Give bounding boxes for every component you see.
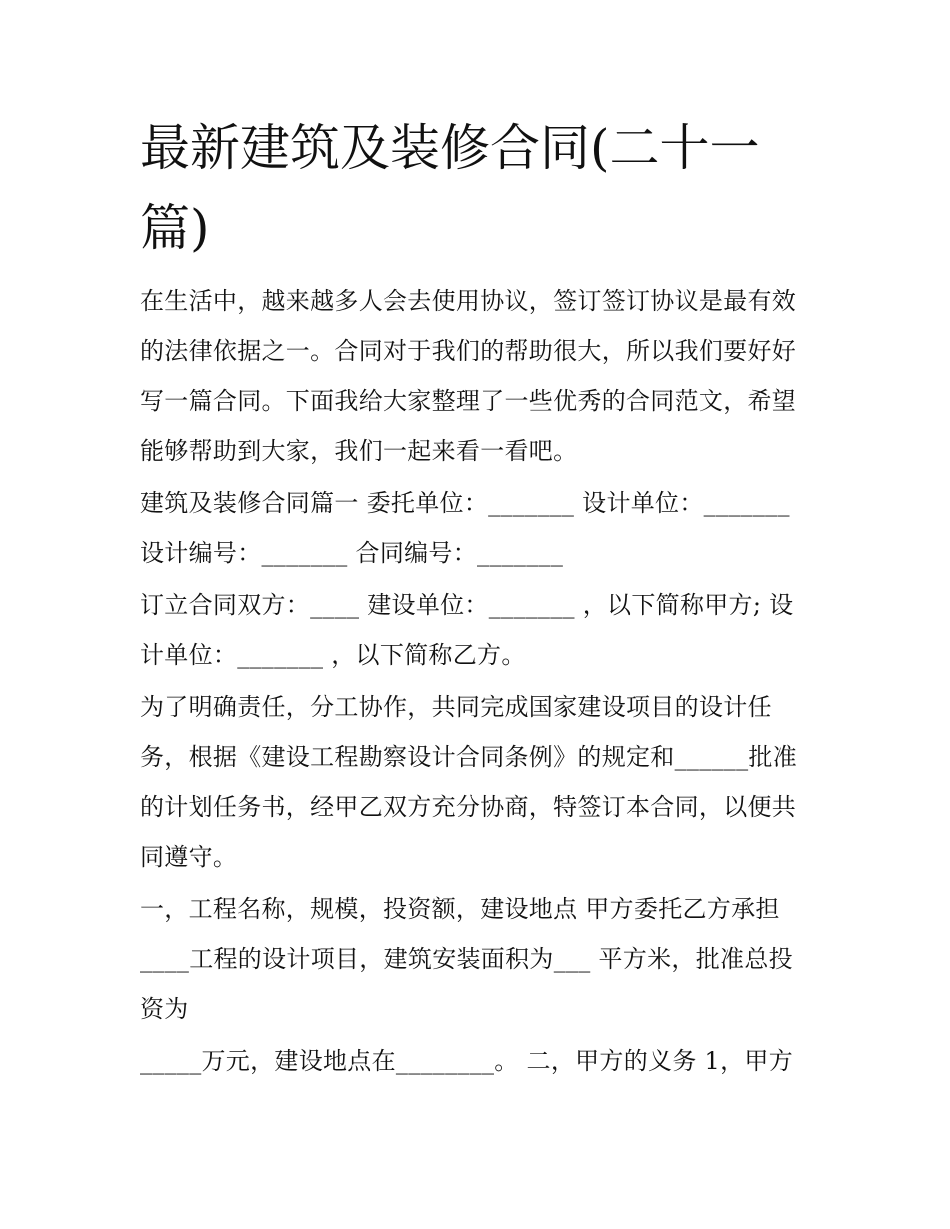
body-line: 建筑及装修合同篇一 委托单位：_______ 设计单位：_______ [140,489,790,517]
body-line: 的法律依据之一。合同对于我们的帮助很大，所以我们要好好 [140,337,797,365]
document-title-line-2: 篇) [140,199,210,257]
body-line: 在生活中，越来越多人会去使用协议，签订签订协议是最有效 [140,287,797,315]
body-line: 能够帮助到大家，我们一起来看一看吧。 [140,437,578,465]
body-line: 计单位：_______ ，以下简称乙方。 [140,641,526,669]
body-line: 资为 [140,995,189,1023]
body-line: 务，根据《建设工程勘察设计合同条例》的规定和______批准 [140,743,797,771]
body-line: 的计划任务书，经甲乙双方充分协商，特签订本合同，以便共 [140,793,797,821]
body-line: 为了明确责任，分工协作，共同完成国家建设项目的设计任 [140,693,772,721]
body-line: _____万元，建设地点在________。 二，甲方的义务 1，甲方 [140,1047,794,1075]
body-line: 写一篇合同。下面我给大家整理了一些优秀的合同范文，希望 [140,387,797,415]
body-line: 同遵守。 [140,843,238,871]
body-line: 一，工程名称，规模，投资额，建设地点 甲方委托乙方承担 [140,895,780,923]
body-line: 订立合同双方：____ 建设单位：_______ ，以下简称甲方; 设 [140,591,794,619]
body-line: ____工程的设计项目，建筑安装面积为___ 平方米，批准总投 [140,945,793,973]
body-line: 设计编号：_______ 合同编号：_______ [140,539,564,567]
document-title-line-1: 最新建筑及装修合同(二十一 [140,119,760,177]
